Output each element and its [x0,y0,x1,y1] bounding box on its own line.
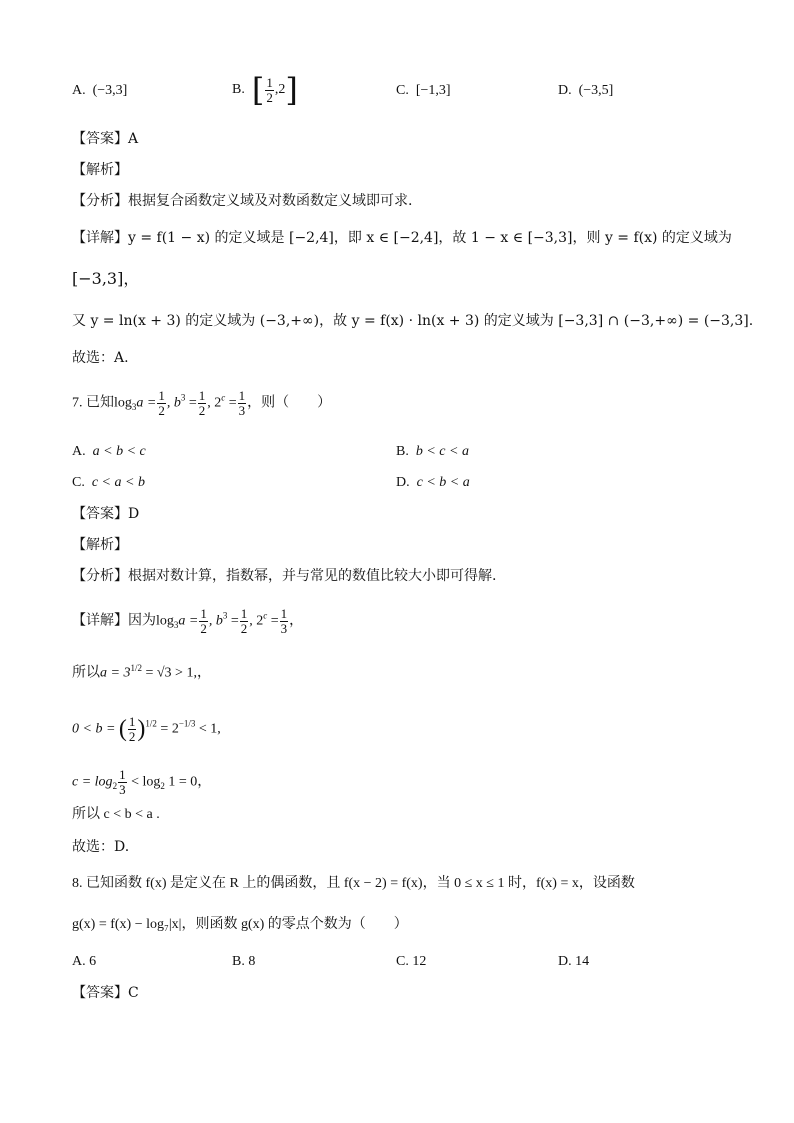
answer-value: D [128,506,140,522]
q6-detail-line2: [−3,3]， [72,269,140,288]
q8-answer [72,986,139,1000]
option-value: b < c < a [415,444,469,459]
answer-value: A [128,131,139,147]
q8-stem-line1: 8. 已知函数 f(x) 是定义在 R 上的偶函数，且 f(x − 2) = f(x)，当 0 ≤ x ≤ 1 时，f(x) = x，设函数 [72,876,635,891]
fenxi-text: 根据对数计算，指数幂，并与常见的数值比较大小即可得解. [128,568,497,584]
log-base: 2 [112,781,118,792]
numerator: 1 [200,606,207,621]
step-prefix: 所以 [72,665,100,681]
expr: = √3 > 1,， [141,665,211,681]
q7-conclusion: 故选：D. [72,839,130,855]
expr: , 2 [207,395,222,411]
option-value: c < a < b [91,475,145,490]
q7-step4: 所以 c < b < a . [72,807,160,822]
exponent: 1/2 [145,718,157,729]
denominator: 2 [266,89,273,105]
fenxi-tag: 【分析】 [72,568,128,584]
exponent: 1/2 [130,663,142,673]
expr: a = [136,395,157,411]
option-value: ,2 [274,82,286,98]
fraction [240,607,249,635]
numerator: 1 [280,606,288,621]
denominator: 2 [198,402,206,418]
q8-stem-line2: g(x) = f(x) − log₇|x|，则函数 g(x) 的零点个数为（ ） [72,917,408,932]
numerator: 1 [119,767,126,782]
log-base: 3 [173,620,179,631]
q7-step1 [72,664,211,681]
fraction [157,389,166,417]
expr: < 1, [195,721,221,737]
q7-option-a [72,445,146,459]
answer-value: C [128,985,139,1001]
q6-option-c [396,84,451,98]
q7-option-b [396,445,469,459]
log-base: 3 [131,402,137,413]
q6-option-a [72,84,127,98]
denominator: 3 [119,781,126,797]
q8-option-d: D. 14 [558,954,590,969]
question-number: 7. 已知 [72,395,114,411]
expr: c = log [72,774,113,790]
q7-option-d [396,476,470,490]
answer-tag: 【答案】 [72,506,128,522]
xiangjie-tag: 【详解】 [72,230,128,246]
q7-step2: 0 < b = ( $\frac{1}{2}$ )$^{1/2} = 2^{-1/3} < 1$, [72,714,221,744]
fenxi-tag: 【分析】 [72,193,128,209]
denominator: 2 [200,620,207,636]
fraction [238,389,247,417]
stem-suffix: ，则（ ） [247,395,332,411]
expr: = [225,395,237,411]
q7-stem [72,389,331,417]
numerator: 1 [128,714,136,729]
exponent: 3 [180,392,186,403]
option-label: C. [72,475,85,490]
expr: a = [178,613,199,629]
detail-text: 因为 [128,613,156,629]
option-label: B. [232,82,245,98]
option-label: B. [396,444,409,459]
numerator: 1 [198,388,206,403]
exponent: c [221,392,226,403]
bracket-right: ] [285,71,298,109]
detail-text: y = f(1 − x) 的定义域是 [−2,4]，即 x ∈ [−2,4]，故 1 − x ∈ [−3,3]，则 y = f(x) 的定义域为 [128,230,732,246]
q7-option-c [72,476,145,490]
q6-answer [72,132,138,146]
option-label: D. [396,475,410,490]
answer-tag: 【答案】 [72,131,128,147]
q7-fenxi [72,569,496,583]
expr: < log [127,774,161,790]
option-value: [−1,3] [415,83,451,98]
exponent: c [263,610,268,621]
answer-tag: 【答案】 [72,985,128,1001]
log-base: 2 [160,781,165,792]
bracket-left: [ [251,71,265,109]
q7-detail: 【详解】因为$\log_3a$ = $\frac{1}{2}$ , $b^3$ = $\frac{1}{2}$ , $2^c$ = $\frac{1}{3}$ ， [72,606,304,636]
denominator: 2 [158,402,165,418]
xiangjie-tag: 【详解】 [72,612,128,629]
q8-option-b: B. 8 [232,954,256,969]
expr: , 2 [249,613,264,629]
expr: = 2 [156,721,179,737]
q7-analysis-tag: 【解析】 [72,537,128,553]
log-text: log [156,613,174,629]
expr: , b [166,395,181,411]
q7-answer [72,507,139,521]
denominator: 3 [238,402,246,418]
fraction [128,715,137,743]
expr: 0 < b = [72,721,119,737]
expr: = [227,613,239,629]
expr: 1 = 0， [164,774,212,790]
fraction [265,76,274,104]
q6-option-b [232,71,298,109]
log-text: log [114,395,132,411]
option-value: (−3,3] [92,83,128,98]
option-value: (−3,5] [578,83,614,98]
q6-option-d [558,84,613,98]
numerator: 1 [238,388,246,403]
option-label: A. [72,444,86,459]
q6-fenxi [72,194,412,208]
option-value: a < b < c [92,444,146,459]
q8-option-a: A. 6 [72,954,97,969]
option-value: c < b < a [416,475,470,490]
q8-option-c: C. 12 [396,954,427,969]
option-label: C. [396,83,409,98]
fraction [118,768,127,796]
q6-detail-line3: 又 y = ln(x + 3) 的定义域为 (−3,+∞)，故 y = f(x) · ln(x + 3) 的定义域为 [−3,3] ∩ (−3,+∞) = (−3,3]. [72,313,754,329]
denominator: 3 [280,620,288,636]
fraction [280,607,289,635]
exponent: 3 [222,610,228,621]
option-label: D. [558,83,572,98]
q7-step3 [72,768,211,796]
numerator: 1 [240,606,248,621]
fraction [199,607,208,635]
q6-conclusion: 故选：A. [72,350,129,366]
expr: = [185,395,197,411]
q6-analysis-tag: 【解析】 [72,162,128,178]
numerator: 1 [158,388,165,403]
fraction [198,389,207,417]
denominator: 2 [240,620,248,636]
q6-detail-line1 [72,231,732,245]
option-label: A. [72,83,86,98]
numerator: 1 [266,74,273,90]
exponent: −1/3 [178,718,196,729]
expr: = [267,613,279,629]
expr: , b [208,613,223,629]
denominator: 2 [128,728,136,744]
expr: a = 3 [100,665,131,681]
fenxi-text: 根据复合函数定义域及对数函数定义域即可求. [128,193,413,209]
